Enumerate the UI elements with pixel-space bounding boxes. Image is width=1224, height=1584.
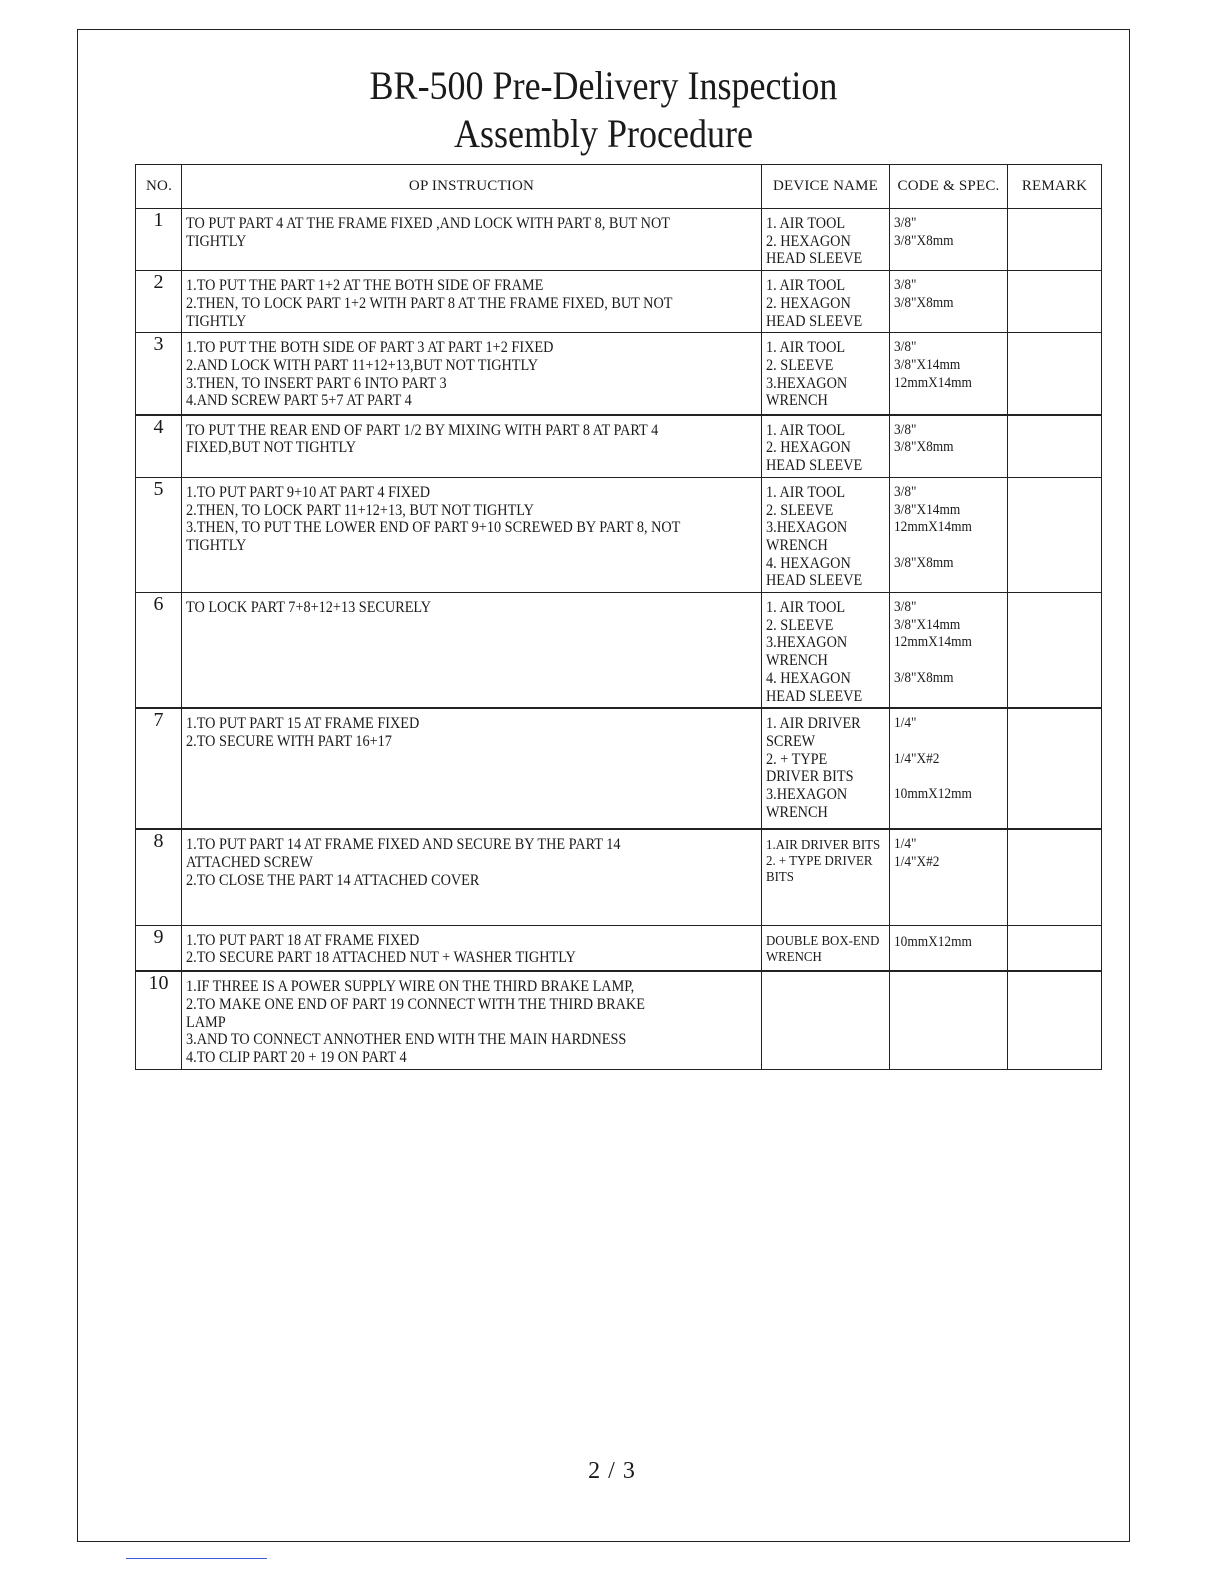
op-instruction-cell-line: 1.TO PUT PART 18 AT FRAME FIXED <box>186 931 420 949</box>
device-name-cell <box>762 971 890 1069</box>
remark-cell <box>1008 829 1102 925</box>
code-spec-cell-line: 12mmX14mm <box>894 374 972 391</box>
device-name-cell-line: WRENCH <box>766 949 822 965</box>
op-instruction-cell-line: 2.TO MAKE ONE END OF PART 19 CONNECT WITH THE THIRD BRAKE <box>186 995 645 1013</box>
device-name-cell-line: 2. SLEEVE <box>766 501 834 519</box>
code-spec-cell-line: 3/8" <box>894 421 917 438</box>
code-spec-cell <box>890 925 1008 971</box>
table-row <box>136 971 1102 1069</box>
remark-cell <box>1008 971 1102 1069</box>
device-name-cell-line: HEAD SLEEVE <box>766 250 863 268</box>
op-instruction-cell-line: FIXED,BUT NOT TIGHTLY <box>186 439 357 457</box>
code-spec-cell <box>890 209 1008 271</box>
device-name-cell-line: 2. SLEEVE <box>766 356 834 374</box>
remark-cell <box>1008 271 1102 333</box>
row-number: 1 <box>136 209 182 271</box>
op-instruction-cell <box>182 593 762 709</box>
device-name-cell-line: DOUBLE BOX-END <box>766 933 880 949</box>
document-subtitle: Assembly Procedure <box>454 111 753 156</box>
code-spec-cell-line: 1/4" <box>894 715 917 732</box>
device-name-cell-line: 4. HEXAGON <box>766 669 851 687</box>
device-name-cell-line: 2. HEXAGON <box>766 294 851 312</box>
code-spec-cell-line: 3/8"X8mm <box>894 554 954 571</box>
device-name-cell-line: WRENCH <box>766 652 828 670</box>
device-name-cell <box>762 333 890 415</box>
op-instruction-cell-line: TO PUT PART 4 AT THE FRAME FIXED ,AND LOCK WITH PART 8, BUT NOT <box>186 215 670 232</box>
op-instruction-cell-line: 4.AND SCREW PART 5+7 AT PART 4 <box>186 392 412 410</box>
device-name-cell-line: WRENCH <box>766 392 828 410</box>
footer-link-line <box>126 1558 267 1559</box>
op-instruction-cell-line: 3.THEN, TO INSERT PART 6 INTO PART 3 <box>186 374 447 392</box>
device-name-cell <box>762 593 890 709</box>
op-instruction-cell-line: LAMP <box>186 1013 226 1031</box>
op-instruction-cell <box>182 708 762 829</box>
code-spec-cell-line: 10mmX12mm <box>894 933 972 950</box>
code-spec-cell-line: 10mmX12mm <box>894 786 972 803</box>
device-name-cell-line: 1. AIR TOOL <box>766 421 846 439</box>
op-instruction-cell-line: TIGHTLY <box>186 536 247 554</box>
code-spec-cell <box>890 477 1008 592</box>
op-instruction-cell-line: ATTACHED SCREW <box>186 853 313 871</box>
page-number: 2 / 3 <box>588 1458 636 1484</box>
table-row <box>136 209 1102 271</box>
remark-cell <box>1008 593 1102 709</box>
device-name-cell-line: HEAD SLEEVE <box>766 687 863 705</box>
code-spec-cell <box>890 971 1008 1069</box>
table-row <box>136 829 1102 925</box>
header-code-spec: CODE & SPEC. <box>890 165 1008 209</box>
table-row <box>136 271 1102 333</box>
device-name-cell-line: HEAD SLEEVE <box>766 312 863 330</box>
row-number: 3 <box>136 333 182 415</box>
code-spec-cell-line: 3/8" <box>894 339 917 356</box>
code-spec-cell <box>890 415 1008 478</box>
row-number: 6 <box>136 593 182 709</box>
row-number: 8 <box>136 829 182 925</box>
table-row <box>136 593 1102 709</box>
row-number: 5 <box>136 477 182 592</box>
code-spec-cell <box>890 829 1008 925</box>
op-instruction-cell-line: TIGHTLY <box>186 232 247 250</box>
remark-cell <box>1008 477 1102 592</box>
device-name-cell-line: 1. AIR TOOL <box>766 599 846 617</box>
header-remark: REMARK <box>1008 165 1102 209</box>
code-spec-cell-line: 3/8"X14mm <box>894 501 961 518</box>
row-number: 10 <box>136 971 182 1069</box>
device-name-cell-line: 1. AIR TOOL <box>766 483 846 501</box>
device-name-cell-line: 2. + TYPE DRIVER <box>766 854 873 870</box>
device-name-cell <box>762 925 890 971</box>
device-name-cell <box>762 209 890 271</box>
device-name-cell-line: DRIVER BITS <box>766 768 854 786</box>
device-name-cell-line: 2. HEXAGON <box>766 439 851 457</box>
op-instruction-cell-line: 3.AND TO CONNECT ANNOTHER END WITH THE MAIN HARDNESS <box>186 1031 627 1049</box>
op-instruction-cell-line: 3.THEN, TO PUT THE LOWER END OF PART 9+10 SCREWED BY PART 8, NOT <box>186 519 681 537</box>
procedure-table <box>135 164 1102 1070</box>
device-name-cell-line: SCREW <box>766 732 816 750</box>
op-instruction-cell <box>182 209 762 271</box>
op-instruction-cell-line: TO PUT THE REAR END OF PART 1/2 BY MIXING WITH PART 8 AT PART 4 <box>186 421 659 439</box>
code-spec-cell-line: 12mmX14mm <box>894 519 972 536</box>
device-name-cell-line: BITS <box>766 870 794 886</box>
code-spec-cell-line: 3/8" <box>894 599 917 616</box>
device-name-cell-line: 1. AIR TOOL <box>766 339 846 357</box>
row-number: 9 <box>136 925 182 971</box>
remark-cell <box>1008 209 1102 271</box>
op-instruction-cell-line: 1.IF THREE IS A POWER SUPPLY WIRE ON THE THIRD BRAKE LAMP, <box>186 978 635 996</box>
table-row <box>136 925 1102 971</box>
op-instruction-cell-line: 2.THEN, TO LOCK PART 11+12+13, BUT NOT TIGHTLY <box>186 501 534 519</box>
op-instruction-cell-line: 1.TO PUT PART 15 AT FRAME FIXED <box>186 715 420 733</box>
code-spec-cell-line <box>894 768 994 786</box>
row-number: 2 <box>136 271 182 333</box>
code-spec-cell-line: 3/8"X14mm <box>894 356 961 373</box>
op-instruction-cell-line: 1.TO PUT PART 14 AT FRAME FIXED AND SECURE BY THE PART 14 <box>186 836 621 854</box>
code-spec-cell-line <box>894 733 994 751</box>
remark-cell <box>1008 708 1102 829</box>
code-spec-cell-line: 3/8"X8mm <box>894 439 954 456</box>
code-spec-cell-line: 3/8"X8mm <box>894 294 954 311</box>
code-spec-cell-line <box>894 652 994 670</box>
code-spec-cell-line: 3/8" <box>894 483 917 500</box>
device-name-cell-line: 2. HEXAGON <box>766 232 851 250</box>
code-spec-cell-line: 1/4"X#2 <box>894 750 940 767</box>
document-title: BR-500 Pre-Delivery Inspection <box>369 63 838 108</box>
header-device-name: DEVICE NAME <box>762 165 890 209</box>
device-name-cell-line: 1. AIR TOOL <box>766 215 846 232</box>
device-name-cell-line: 3.HEXAGON <box>766 519 848 537</box>
table-header-row <box>136 165 1102 209</box>
op-instruction-cell-line: 1.TO PUT THE BOTH SIDE OF PART 3 AT PART 1+2 FIXED <box>186 339 554 357</box>
code-spec-cell <box>890 271 1008 333</box>
op-instruction-cell <box>182 971 762 1069</box>
header-op-instruction: OP INSTRUCTION <box>182 165 762 209</box>
device-name-cell-line: 3.HEXAGON <box>766 786 848 804</box>
device-name-cell <box>762 708 890 829</box>
table-row <box>136 477 1102 592</box>
code-spec-cell-line: 3/8"X8mm <box>894 669 954 686</box>
op-instruction-cell <box>182 477 762 592</box>
op-instruction-cell-line: 2.THEN, TO LOCK PART 1+2 WITH PART 8 AT THE FRAME FIXED, BUT NOT <box>186 294 673 312</box>
code-spec-cell <box>890 333 1008 415</box>
device-name-cell-line: WRENCH <box>766 803 828 821</box>
code-spec-cell-line: 1/4" <box>894 836 917 853</box>
table-row <box>136 333 1102 415</box>
device-name-cell <box>762 829 890 925</box>
op-instruction-cell-line: 2.AND LOCK WITH PART 11+12+13,BUT NOT TIGHTLY <box>186 356 539 374</box>
remark-cell <box>1008 333 1102 415</box>
device-name-cell-line: 1.AIR DRIVER BITS <box>766 838 881 854</box>
device-name-cell-line: 3.HEXAGON <box>766 634 848 652</box>
op-instruction-cell <box>182 925 762 971</box>
remark-cell <box>1008 925 1102 971</box>
op-instruction-cell-line: 2.TO SECURE PART 18 ATTACHED NUT + WASHER TIGHTLY <box>186 949 576 967</box>
code-spec-cell-line: 1/4"X#2 <box>894 853 940 870</box>
code-spec-cell-line: 3/8" <box>894 215 917 231</box>
code-spec-cell <box>890 708 1008 829</box>
device-name-cell-line: 1. AIR DRIVER <box>766 715 861 733</box>
header-no: NO. <box>136 165 182 209</box>
device-name-cell-line: 1. AIR TOOL <box>766 277 846 295</box>
op-instruction-cell-line: 2.TO CLOSE THE PART 14 ATTACHED COVER <box>186 871 480 889</box>
device-name-cell <box>762 477 890 592</box>
op-instruction-cell <box>182 333 762 415</box>
device-name-cell-line: 4. HEXAGON <box>766 554 851 572</box>
code-spec-cell-line: 12mmX14mm <box>894 634 972 651</box>
op-instruction-cell <box>182 415 762 478</box>
table-body <box>136 209 1102 1070</box>
device-name-cell-line: HEAD SLEEVE <box>766 457 863 475</box>
op-instruction-cell <box>182 829 762 925</box>
op-instruction-cell-line: 1.TO PUT PART 9+10 AT PART 4 FIXED <box>186 483 431 501</box>
code-spec-cell-line: 3/8"X8mm <box>894 232 954 249</box>
row-number: 4 <box>136 415 182 478</box>
op-instruction-cell-line: 1.TO PUT THE PART 1+2 AT THE BOTH SIDE OF FRAME <box>186 277 544 295</box>
row-number: 7 <box>136 708 182 829</box>
device-name-cell <box>762 271 890 333</box>
device-name-cell <box>762 415 890 478</box>
device-name-cell-line: WRENCH <box>766 536 828 554</box>
code-spec-cell-line <box>894 537 994 555</box>
op-instruction-cell-line: 4.TO CLIP PART 20 + 19 ON PART 4 <box>186 1049 407 1067</box>
table-row <box>136 415 1102 478</box>
op-instruction-cell <box>182 271 762 333</box>
code-spec-cell <box>890 593 1008 709</box>
remark-cell <box>1008 415 1102 478</box>
code-spec-cell-line: 3/8"X14mm <box>894 616 961 633</box>
device-name-cell-line: 3.HEXAGON <box>766 374 848 392</box>
code-spec-cell-line: 3/8" <box>894 277 917 294</box>
op-instruction-cell-line: TIGHTLY <box>186 312 247 330</box>
table-row <box>136 708 1102 829</box>
op-instruction-cell-line: TO LOCK PART 7+8+12+13 SECURELY <box>186 599 432 617</box>
op-instruction-cell-line: 2.TO SECURE WITH PART 16+17 <box>186 732 392 750</box>
device-name-cell-line: 2. + TYPE <box>766 750 828 768</box>
device-name-cell-line: 2. SLEEVE <box>766 616 834 634</box>
device-name-cell-line: HEAD SLEEVE <box>766 572 863 590</box>
